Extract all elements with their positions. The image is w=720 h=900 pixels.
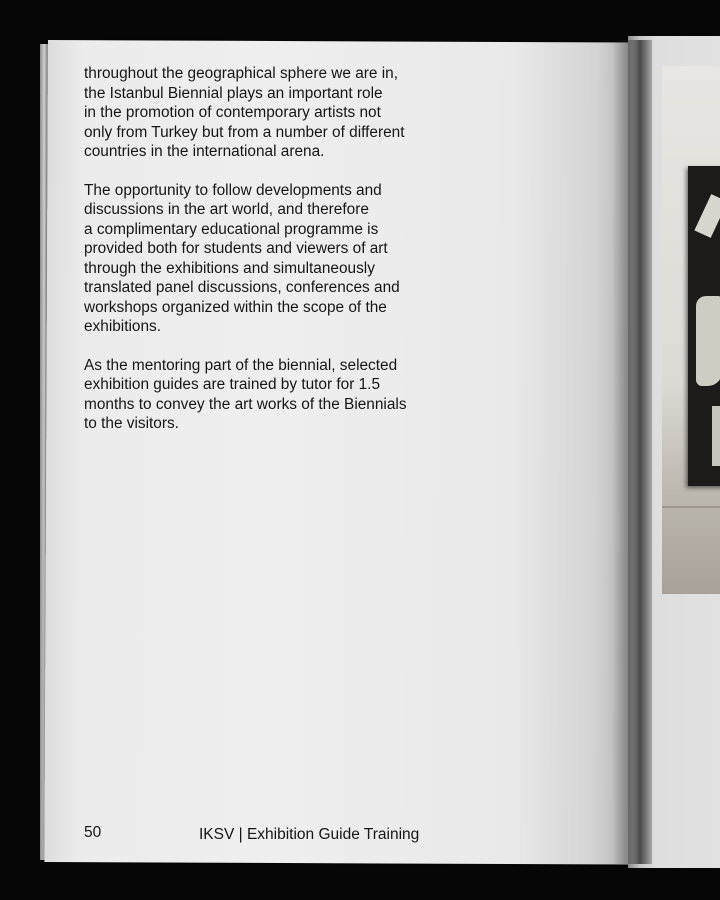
text-line: months to convey the art works of the Biennials (84, 395, 407, 413)
text-line: translated panel discussions, conferences and (84, 279, 400, 296)
body-text (84, 64, 504, 453)
text-line: in the promotion of contemporary artists not (84, 104, 381, 121)
text-line: through the exhibitions and simultaneously (84, 259, 375, 277)
page-number: 50 (84, 824, 102, 841)
paragraph-1 (84, 64, 504, 162)
text-line: to the visitors. (84, 415, 179, 432)
text-line: a complimentary educational programme is (84, 220, 379, 238)
text-line: the Istanbul Biennial plays an important role (84, 84, 383, 102)
text-line: countries in the international arena. (84, 143, 325, 160)
paragraph-2 (84, 181, 504, 337)
text-line: exhibitions. (84, 318, 161, 335)
text-line: exhibition guides are trained by tutor for 1.5 (84, 376, 381, 393)
text-line: only from Turkey but from a number of different (84, 123, 405, 141)
artwork-painting (688, 166, 720, 486)
text-line: workshops organized within the scope of the (84, 298, 387, 316)
text-line: throughout the geographical sphere we are in, (84, 65, 399, 82)
gallery-photo (662, 66, 720, 594)
gallery-floor (662, 506, 720, 508)
paragraph-3 (84, 356, 504, 434)
text-line: The opportunity to follow developments and (84, 181, 382, 199)
text-line: discussions in the art world, and therefore (84, 201, 369, 218)
book-gutter (612, 40, 652, 864)
text-line: provided both for students and viewers of art (84, 240, 388, 257)
footer-title: IKSV | Exhibition Guide Training (199, 826, 420, 843)
text-line: As the mentoring part of the biennial, selected (84, 356, 398, 374)
